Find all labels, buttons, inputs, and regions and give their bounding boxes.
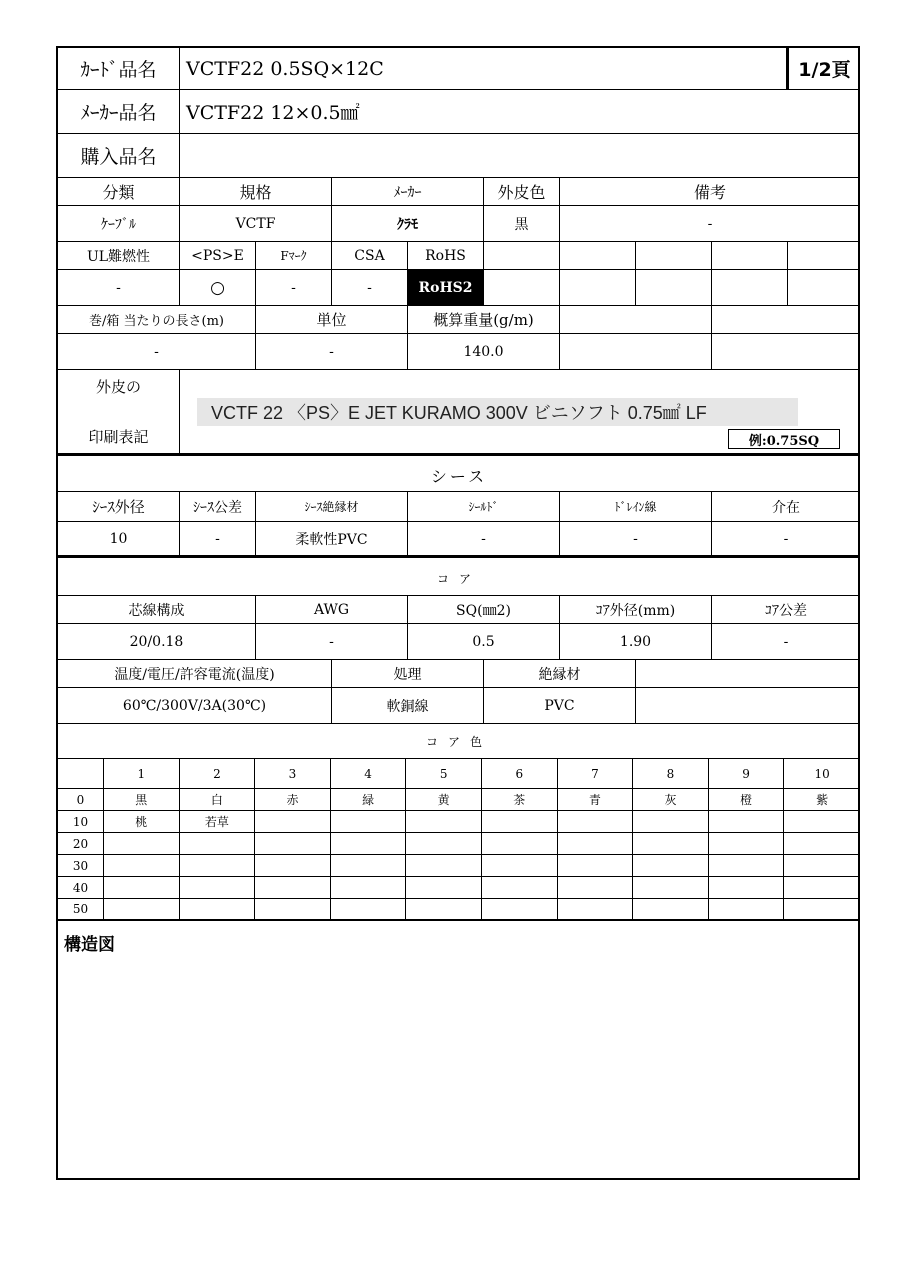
color-cell: 青 [558, 789, 634, 811]
shield-header: ｼｰﾙﾄﾞ [408, 492, 560, 522]
core-tol-header: ｺｱ公差 [712, 596, 860, 624]
color-cell [558, 877, 634, 899]
color-cell [180, 833, 256, 855]
card-name-label: ｶｰﾄﾞ品名 [58, 48, 180, 90]
color-cell [709, 877, 785, 899]
color-cell: 白 [180, 789, 256, 811]
temp-header: 温度/電圧/許容電流(温度) [58, 660, 332, 688]
awg-value: - [256, 624, 408, 660]
color-cell [331, 833, 407, 855]
maker-value: ｸﾗﾓ [332, 206, 484, 242]
unit-value: - [256, 334, 408, 370]
color-cell [633, 811, 709, 833]
blank-std-h5 [788, 242, 860, 270]
maker-name-value: VCTF22 12×0.5㎟ [180, 90, 860, 134]
color-cell [633, 877, 709, 899]
color-cell [331, 899, 407, 921]
color-column-header: 10 [784, 759, 860, 789]
color-cell: 黒 [104, 789, 180, 811]
print-mark-label-bottom: 印刷表記 [88, 428, 149, 446]
core-title: コア [58, 561, 860, 596]
treatment-header: 処理 [332, 660, 484, 688]
color-cell [558, 811, 634, 833]
purchase-name-value [180, 134, 860, 178]
color-row-label: 30 [58, 855, 104, 877]
blank-std-h4 [712, 242, 788, 270]
treatment-value: 軟銅線 [332, 688, 484, 724]
remarks-value: - [560, 206, 860, 242]
color-cell [784, 877, 860, 899]
spec-header: 規格 [180, 178, 332, 206]
blank-std-v3 [636, 270, 712, 306]
purchase-name-label: 購入品名 [58, 134, 180, 178]
color-cell [255, 855, 331, 877]
color-cell [255, 811, 331, 833]
sheath-od-header: ｼｰｽ外径 [58, 492, 180, 522]
color-cell [558, 899, 634, 921]
color-column-header: 5 [406, 759, 482, 789]
ul-value: - [58, 270, 180, 306]
core-tol-value: - [712, 624, 860, 660]
color-column-header: 2 [180, 759, 256, 789]
page-number: 1/2頁 [787, 48, 860, 90]
blank-std-v1 [484, 270, 560, 306]
blank-len-v1 [560, 334, 712, 370]
blank-std-v4 [712, 270, 788, 306]
color-column-header: 8 [633, 759, 709, 789]
color-row-label: 50 [58, 899, 104, 921]
length-header: 巻/箱 当たりの長さ(m) [58, 306, 256, 334]
color-cell [255, 833, 331, 855]
color-header: 外皮色 [484, 178, 560, 206]
csa-header: CSA [332, 242, 408, 270]
color-row-label: 20 [58, 833, 104, 855]
color-cell [482, 877, 558, 899]
color-cell [104, 877, 180, 899]
color-cell [180, 855, 256, 877]
shield-value: - [408, 522, 560, 558]
blank-std-h3 [636, 242, 712, 270]
sheath-od-value: 10 [58, 522, 180, 558]
color-column-header: 9 [709, 759, 785, 789]
color-cell [255, 899, 331, 921]
insulation-header: 絶縁材 [484, 660, 636, 688]
color-cell [709, 811, 785, 833]
color-cell [482, 811, 558, 833]
color-cell [633, 855, 709, 877]
insulation-value: PVC [484, 688, 636, 724]
temp-value: 60℃/300V/3A(30℃) [58, 688, 332, 724]
color-cell [180, 899, 256, 921]
color-cell [255, 877, 331, 899]
color-cell [558, 833, 634, 855]
color-column-header: 1 [104, 759, 180, 789]
drain-header: ﾄﾞﾚｲﾝ線 [560, 492, 712, 522]
print-mark-text: VCTF 22 〈PS〉E JET KURAMO 300V ビニソフト 0.75㎟ LF [197, 398, 798, 426]
sheath-ins-header: ｼｰｽ絶縁材 [256, 492, 408, 522]
color-cell [406, 811, 482, 833]
color-cell [331, 877, 407, 899]
sheath-title: シース [58, 459, 860, 492]
color-cell: 茶 [482, 789, 558, 811]
color-cell [709, 899, 785, 921]
color-cell [406, 833, 482, 855]
sheath-ins-value: 柔軟性PVC [256, 522, 408, 558]
strand-header: 芯線構成 [58, 596, 256, 624]
unit-header: 単位 [256, 306, 408, 334]
color-cell [558, 855, 634, 877]
color-cell [482, 855, 558, 877]
sq-value: 0.5 [408, 624, 560, 660]
sheath-tol-header: ｼｰｽ公差 [180, 492, 256, 522]
filler-value: - [712, 522, 860, 558]
filler-header: 介在 [712, 492, 860, 522]
structure-diagram-title: 構造図 [64, 935, 115, 955]
color-cell [406, 899, 482, 921]
blank-std-v2 [560, 270, 636, 306]
weight-header: 概算重量(g/m) [408, 306, 560, 334]
color-column-header: 7 [558, 759, 634, 789]
color-cell [104, 899, 180, 921]
strand-value: 20/0.18 [58, 624, 256, 660]
awg-header: AWG [256, 596, 408, 624]
print-mark-label-top: 外皮の [95, 378, 141, 396]
sheath-tol-value: - [180, 522, 256, 558]
color-row-label: 40 [58, 877, 104, 899]
remarks-header: 備考 [560, 178, 860, 206]
color-column-header: 4 [331, 759, 407, 789]
color-row-label: 0 [58, 789, 104, 811]
color-cell [104, 855, 180, 877]
color-row-label: 10 [58, 811, 104, 833]
blank-len-h2 [712, 306, 860, 334]
color-cell [104, 833, 180, 855]
f-mark-header: Fﾏｰｸ [256, 242, 332, 270]
color-cell [406, 855, 482, 877]
color-cell: 橙 [709, 789, 785, 811]
color-value: 黒 [484, 206, 560, 242]
ul-header: UL難燃性 [58, 242, 180, 270]
color-cell [633, 899, 709, 921]
color-cell [784, 855, 860, 877]
spec-sheet [56, 46, 860, 1180]
class-value: ｹｰﾌﾞﾙ [58, 206, 180, 242]
color-cell: 桃 [104, 811, 180, 833]
color-cell [331, 855, 407, 877]
blank-len-h1 [560, 306, 712, 334]
blank-std-v5 [788, 270, 860, 306]
color-column-header: 3 [255, 759, 331, 789]
pse-header: <PS>E [180, 242, 256, 270]
color-cell [784, 811, 860, 833]
blank-std-h2 [560, 242, 636, 270]
rohs-header: RoHS [408, 242, 484, 270]
maker-name-label: ﾒｰｶｰ品名 [58, 90, 180, 134]
color-cell [406, 877, 482, 899]
blank-len-v2 [712, 334, 860, 370]
core-od-header: ｺｱ外径(mm) [560, 596, 712, 624]
color-cell [709, 855, 785, 877]
color-cell [482, 833, 558, 855]
color-cell: 黄 [406, 789, 482, 811]
print-mark-label [58, 370, 180, 456]
weight-value: 140.0 [408, 334, 560, 370]
color-column-header: 6 [482, 759, 558, 789]
color-cell [709, 833, 785, 855]
color-cell [180, 877, 256, 899]
color-cell [784, 833, 860, 855]
maker-header: ﾒｰｶｰ [332, 178, 484, 206]
drain-value: - [560, 522, 712, 558]
color-cell: 赤 [255, 789, 331, 811]
color-cell [633, 833, 709, 855]
color-cell [331, 811, 407, 833]
core-od-value: 1.90 [560, 624, 712, 660]
length-value: - [58, 334, 256, 370]
color-cell: 緑 [331, 789, 407, 811]
class-header: 分類 [58, 178, 180, 206]
sq-header: SQ(㎜2) [408, 596, 560, 624]
card-name-value: VCTF22 0.5SQ×12C [180, 48, 787, 90]
color-corner-cell [58, 759, 104, 789]
core-color-title: コア色 [58, 724, 860, 759]
blank-core-v [636, 688, 860, 724]
rohs-badge: RoHS2 [408, 270, 484, 306]
print-mark-example: 例:0.75SQ [728, 429, 840, 449]
blank-core-h [636, 660, 860, 688]
f-mark-value: - [256, 270, 332, 306]
color-cell: 灰 [633, 789, 709, 811]
csa-value: - [332, 270, 408, 306]
color-cell [784, 899, 860, 921]
spec-value: VCTF [180, 206, 332, 242]
blank-std-h1 [484, 242, 560, 270]
color-cell: 若草 [180, 811, 256, 833]
color-cell [482, 899, 558, 921]
pse-value: ○ [180, 270, 256, 306]
color-cell: 紫 [784, 789, 860, 811]
